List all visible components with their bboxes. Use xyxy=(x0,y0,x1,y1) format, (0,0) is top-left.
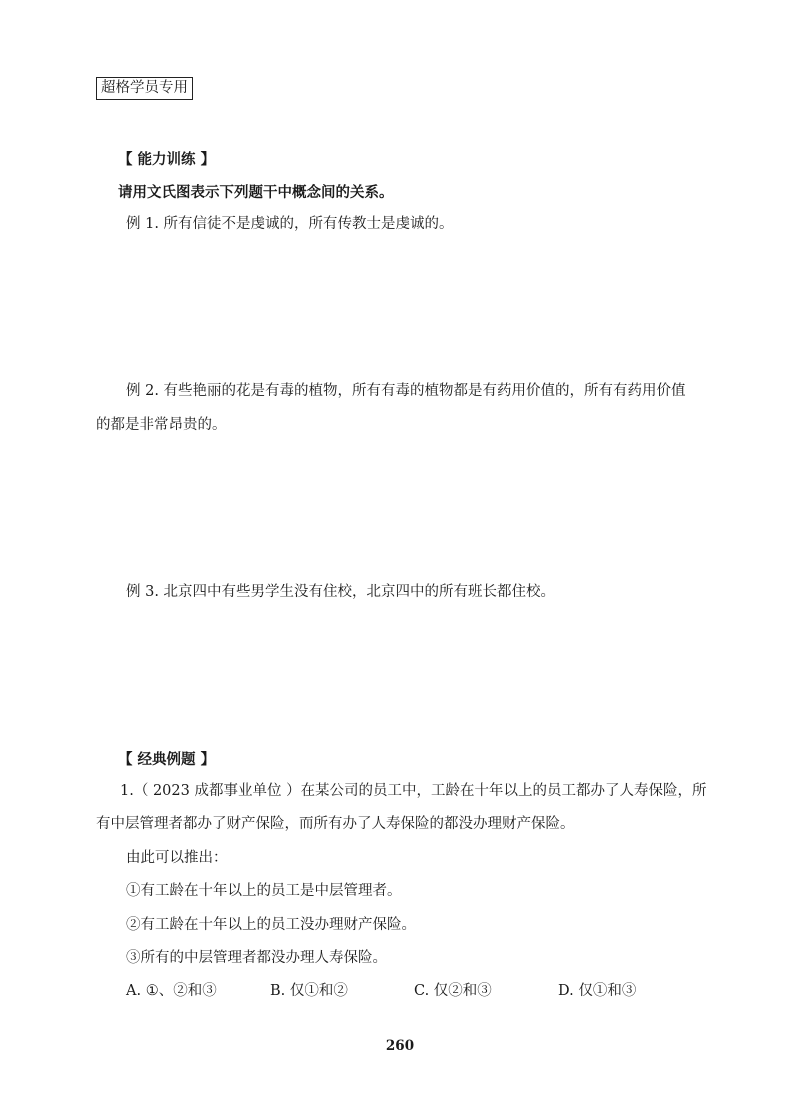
example-1: 例 1. 所有信徒不是虔诚的，所有传教士是虔诚的。 xyxy=(126,216,454,232)
question-line-2: 有中层管理者都办了财产保险，而所有办了人寿保险的都没办理财产保险。 xyxy=(96,816,575,832)
statement-3: ③所有的中层管理者都没办理人寿保险。 xyxy=(126,950,387,966)
statement-2: ②有工龄在十年以上的员工没办理财产保险。 xyxy=(126,917,416,933)
example-3: 例 3. 北京四中有些男学生没有住校，北京四中的所有班长都住校。 xyxy=(126,584,556,600)
option-b: B. 仅①和② xyxy=(270,983,348,999)
example-2-line-1: 例 2. 有些艳丽的花是有毒的植物，所有有毒的植物都是有药用价值的，所有有药用价值 xyxy=(126,383,686,399)
instruction-text: 请用文氏图表示下列题干中概念间的关系。 xyxy=(118,185,394,201)
page-number: 260 xyxy=(385,1038,415,1054)
question-line-1: 1.（ 2023 成都事业单位 ）在某公司的员工中，工龄在十年以上的员工都办了人寿保险，所 xyxy=(120,783,707,799)
student-only-stamp: 超格学员专用 xyxy=(96,77,193,100)
question-lead: 由此可以推出： xyxy=(126,850,228,866)
classic-examples-heading: 【 经典例题 】 xyxy=(118,752,216,768)
option-d: D. 仅①和③ xyxy=(558,983,637,999)
option-c: C. 仅②和③ xyxy=(414,983,492,999)
ability-training-heading: 【 能力训练 】 xyxy=(118,152,216,168)
option-a: A. ①、②和③ xyxy=(126,983,217,999)
statement-1: ①有工龄在十年以上的员工是中层管理者。 xyxy=(126,883,402,899)
example-2-line-2: 的都是非常昂贵的。 xyxy=(96,417,227,433)
